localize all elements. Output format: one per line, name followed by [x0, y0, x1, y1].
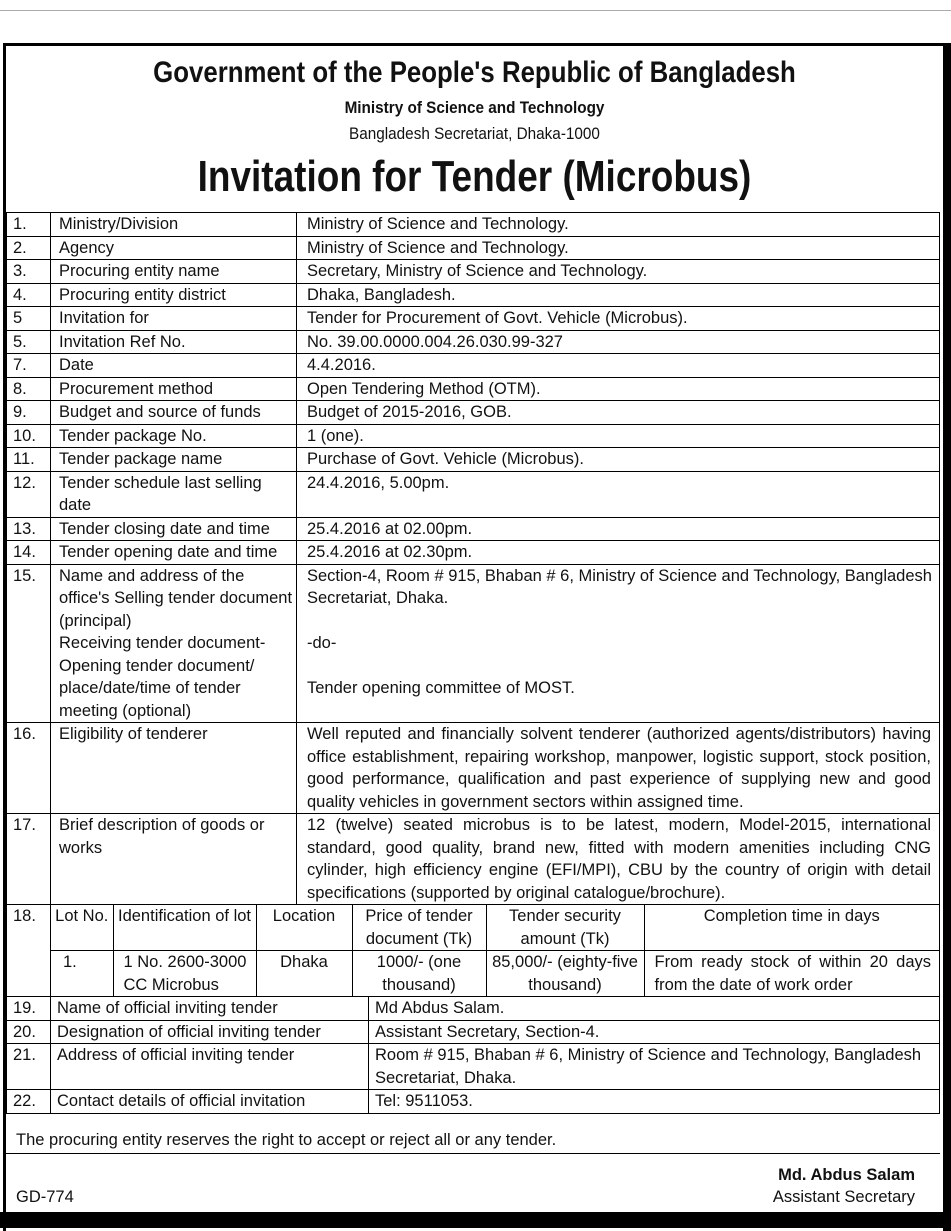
row-value: Md Abdus Salam.: [369, 997, 940, 1021]
row-number: 13.: [7, 517, 51, 541]
row-label: Tender opening date and time: [51, 541, 297, 565]
row-value: Secretary, Ministry of Science and Technology.: [297, 260, 940, 284]
footer-note: The procuring entity reserves the right to accept or reject all or any tender.: [16, 1131, 557, 1149]
top-rule: [0, 10, 951, 11]
lot-header-cell: Identification of lot: [113, 905, 256, 951]
row-number: 14.: [7, 541, 51, 565]
table-row: [7, 354, 940, 378]
lot-header-cell: Lot No.: [51, 905, 113, 951]
row-label: Address of official inviting tender: [51, 1044, 369, 1090]
row-number: 15.: [7, 564, 51, 723]
row-number: 5.: [7, 330, 51, 354]
row-label: Contact details of official invitation: [51, 1090, 369, 1114]
page-title: Invitation for Tender (Microbus): [197, 152, 752, 201]
row-number: 8.: [7, 377, 51, 401]
table-row: [7, 377, 940, 401]
row-value: Room # 915, Bhaban # 6, Ministry of Science and Technology, Bangladesh Secretariat, Dhaka.: [369, 1044, 940, 1090]
row-number: 9.: [7, 401, 51, 425]
bottom-border: [0, 1212, 951, 1228]
contact-table: [6, 996, 940, 1114]
table-row: [7, 330, 940, 354]
table-row: [7, 283, 940, 307]
row-label: Ministry/Division: [51, 213, 297, 237]
table-row: [7, 307, 940, 331]
address-line: Bangladesh Secretariat, Dhaka-1000: [349, 124, 600, 143]
ministry-heading: Ministry of Science and Technology: [344, 98, 605, 117]
row-label: Tender closing date and time: [51, 517, 297, 541]
row-label: Tender schedule last selling date: [51, 471, 297, 517]
row-number: 20.: [7, 1020, 51, 1044]
table-row: [7, 213, 940, 237]
row-value: Tel: 9511053.: [369, 1090, 940, 1114]
row-number: 4.: [7, 283, 51, 307]
row-number: 19.: [7, 997, 51, 1021]
row-label: Brief description of goods or works: [51, 814, 297, 905]
row-number: 22.: [7, 1090, 51, 1114]
row-label: Invitation for: [51, 307, 297, 331]
table-row: [7, 1044, 940, 1090]
row-value: 25.4.2016 at 02.30pm.: [297, 541, 940, 565]
row-value: Purchase of Govt. Vehicle (Microbus).: [297, 448, 940, 472]
row-number: 11.: [7, 448, 51, 472]
row-value: Well reputed and financially solvent tenderer (authorized agents/distributors) having office establishment, repairing workshop, manpower, logistic support, stock position, good performance, qualification and past experience of supplying new and good quality vehicles in government sectors within assigned time.: [297, 723, 940, 814]
table-row: [7, 723, 940, 814]
lot-header-row: [51, 905, 939, 951]
row-label: Name of official inviting tender: [51, 997, 369, 1021]
table-row: [7, 997, 940, 1021]
table-row: [7, 541, 940, 565]
row-label: Tender package No.: [51, 424, 297, 448]
lot-cell: 1000/- (one thousand): [352, 951, 486, 997]
lot-cell: 1.: [51, 951, 113, 997]
row-number: 2.: [7, 236, 51, 260]
table-row: [7, 471, 940, 517]
row-number: 17.: [7, 814, 51, 905]
table-row: [7, 401, 940, 425]
row-value: Ministry of Science and Technology.: [297, 236, 940, 260]
row-number: 3.: [7, 260, 51, 284]
lot-cell: 85,000/- (eighty-five thousand): [486, 951, 644, 997]
row-label: Name and address of the office's Selling tender document (principal) Receiving tender document- Opening tender document/ place/date/time of tender meeting (optional): [51, 564, 297, 723]
row-label: Designation of official inviting tender: [51, 1020, 369, 1044]
lot-header-cell: Location: [256, 905, 352, 951]
lot-cell: From ready stock of within 20 days from the date of work order: [644, 951, 939, 997]
row-label: Date: [51, 354, 297, 378]
row-label: Agency: [51, 236, 297, 260]
row-number: 16.: [7, 723, 51, 814]
signatory-title: Assistant Secretary: [772, 1188, 915, 1206]
row-value: Section-4, Room # 915, Bhaban # 6, Ministry of Science and Technology, Bangladesh Secretariat, Dhaka. -do- Tender opening committee of MOST.: [297, 564, 940, 723]
row-value: 1 (one).: [297, 424, 940, 448]
row-value: Budget of 2015-2016, GOB.: [297, 401, 940, 425]
row-value: Assistant Secretary, Section-4.: [369, 1020, 940, 1044]
row-number: 7.: [7, 354, 51, 378]
row-label: Budget and source of funds: [51, 401, 297, 425]
row-number: 10.: [7, 424, 51, 448]
lot-table: [51, 905, 939, 996]
row-label: Procurement method: [51, 377, 297, 401]
tender-details-table: [6, 212, 940, 997]
lot-table-cell: [51, 905, 940, 997]
lot-header-cell: Price of tender document (Tk): [352, 905, 486, 951]
row-number: 1.: [7, 213, 51, 237]
row-label: Tender package name: [51, 448, 297, 472]
row-label: Procuring entity name: [51, 260, 297, 284]
row-value: Tender for Procurement of Govt. Vehicle (Microbus).: [297, 307, 940, 331]
table-row: [7, 517, 940, 541]
table-row: [7, 1020, 940, 1044]
row-label: Eligibility of tenderer: [51, 723, 297, 814]
table-row: [7, 564, 940, 723]
row-number: 21.: [7, 1044, 51, 1090]
row-value: Open Tendering Method (OTM).: [297, 377, 940, 401]
footer-divider: [6, 1153, 940, 1154]
row-value: No. 39.00.0000.004.26.030.99-327: [297, 330, 940, 354]
lot-row: [51, 951, 939, 997]
table-row: [7, 236, 940, 260]
table-row: [7, 448, 940, 472]
table-row: [7, 424, 940, 448]
row-value: Ministry of Science and Technology.: [297, 213, 940, 237]
table-row: [7, 905, 940, 997]
table-row: [7, 260, 940, 284]
table-row: [7, 814, 940, 905]
row-number: 5: [7, 307, 51, 331]
government-heading: Government of the People's Republic of Bangladesh: [153, 56, 796, 89]
table-row: [7, 1090, 940, 1114]
row-value: 12 (twelve) seated microbus is to be latest, modern, Model-2015, international standard, good quality, brand new, fitted with modern amenities including CNG cylinder, high efficiency engine (EFI/MPI), CBU by the country of origin with detail specifications (supported by original catalogue/brochure).: [297, 814, 940, 905]
lot-header-cell: Completion time in days: [644, 905, 939, 951]
lot-cell: 1 No. 2600-3000 CC Microbus: [113, 951, 256, 997]
row-label: Invitation Ref No.: [51, 330, 297, 354]
row-value: 24.4.2016, 5.00pm.: [297, 471, 940, 517]
row-number: 12.: [7, 471, 51, 517]
row-label: Procuring entity district: [51, 283, 297, 307]
row-value: 4.4.2016.: [297, 354, 940, 378]
signatory-name: Md. Abdus Salam: [778, 1166, 915, 1184]
row-value: 25.4.2016 at 02.00pm.: [297, 517, 940, 541]
gd-code: GD-774: [16, 1188, 74, 1206]
lot-header-cell: Tender security amount (Tk): [486, 905, 644, 951]
row-number: 18.: [7, 905, 51, 997]
row-value: Dhaka, Bangladesh.: [297, 283, 940, 307]
lot-cell: Dhaka: [256, 951, 352, 997]
